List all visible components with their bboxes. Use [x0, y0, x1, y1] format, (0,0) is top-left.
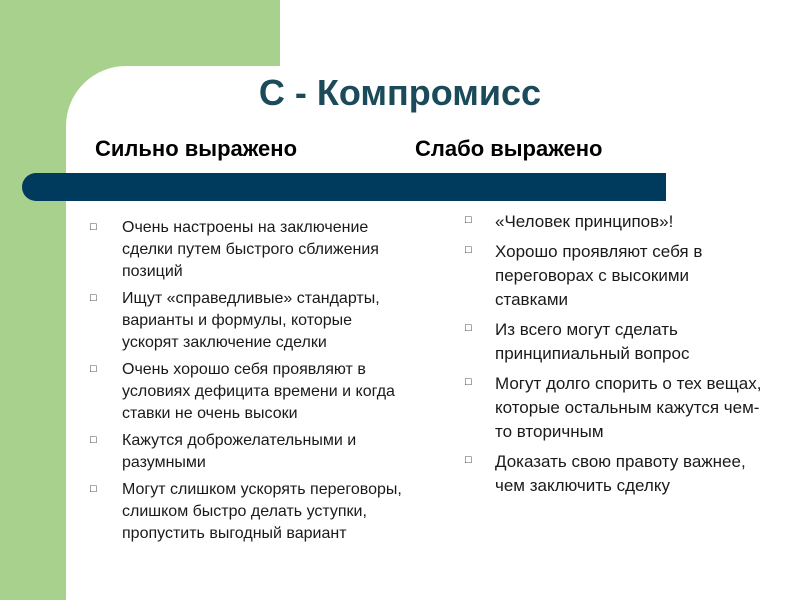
- hollow-square-bullet-icon: □: [90, 483, 97, 495]
- hollow-square-bullet-icon: □: [465, 244, 472, 256]
- list-item-text: Доказать свою правоту важнее, чем заключить сделку: [495, 452, 746, 495]
- list-item: [90, 288, 410, 354]
- weak-list: [465, 210, 765, 504]
- list-item: [465, 240, 765, 312]
- hollow-square-bullet-icon: □: [90, 434, 97, 446]
- hollow-square-bullet-icon: □: [90, 292, 97, 304]
- list-item-text: Из всего могут сделать принципиальный вопрос: [495, 320, 690, 363]
- list-item-text: Кажутся доброжелательными и разумными: [122, 432, 357, 471]
- list-item-text: Ищут «справедливые» стандарты, варианты и формулы, которые ускорят заключение сделки: [122, 290, 380, 351]
- list-item-text: Могут слишком ускорять переговоры, слишком быстро делать уступки, пропустить выгодный вариант: [122, 481, 402, 542]
- strong-list: [90, 217, 410, 550]
- hollow-square-bullet-icon: □: [90, 363, 97, 375]
- hollow-square-bullet-icon: □: [465, 454, 472, 466]
- list-item-text: Хорошо проявляют себя в переговорах с высокими ставками: [495, 242, 703, 309]
- hollow-square-bullet-icon: □: [465, 376, 472, 388]
- list-item: [90, 430, 410, 474]
- list-item: [90, 359, 410, 425]
- hollow-square-bullet-icon: □: [90, 221, 97, 233]
- list-item: [90, 217, 410, 283]
- column-heading-weak: Слабо выражено: [415, 136, 603, 161]
- list-item: [465, 318, 765, 366]
- list-item: [465, 450, 765, 498]
- hollow-square-bullet-icon: □: [465, 322, 472, 334]
- hollow-square-bullet-icon: □: [465, 214, 472, 226]
- column-heading-strong: Сильно выражено: [95, 136, 298, 161]
- list-item: [90, 479, 410, 545]
- list-item-text: Могут долго спорить о тех вещах, которые остальным кажутся чем-то вторичным: [495, 374, 762, 441]
- list-item: [465, 210, 765, 234]
- slide-title: С - Компромисс: [258, 72, 542, 113]
- list-item-text: «Человек принципов»!: [495, 212, 674, 231]
- divider-bar: [22, 173, 666, 201]
- list-item: [465, 372, 765, 444]
- list-item-text: Очень хорошо себя проявляют в условиях дефицита времени и когда ставки не очень высоки: [122, 361, 395, 422]
- list-item-text: Очень настроены на заключение сделки путем быстрого сближения позиций: [122, 219, 379, 280]
